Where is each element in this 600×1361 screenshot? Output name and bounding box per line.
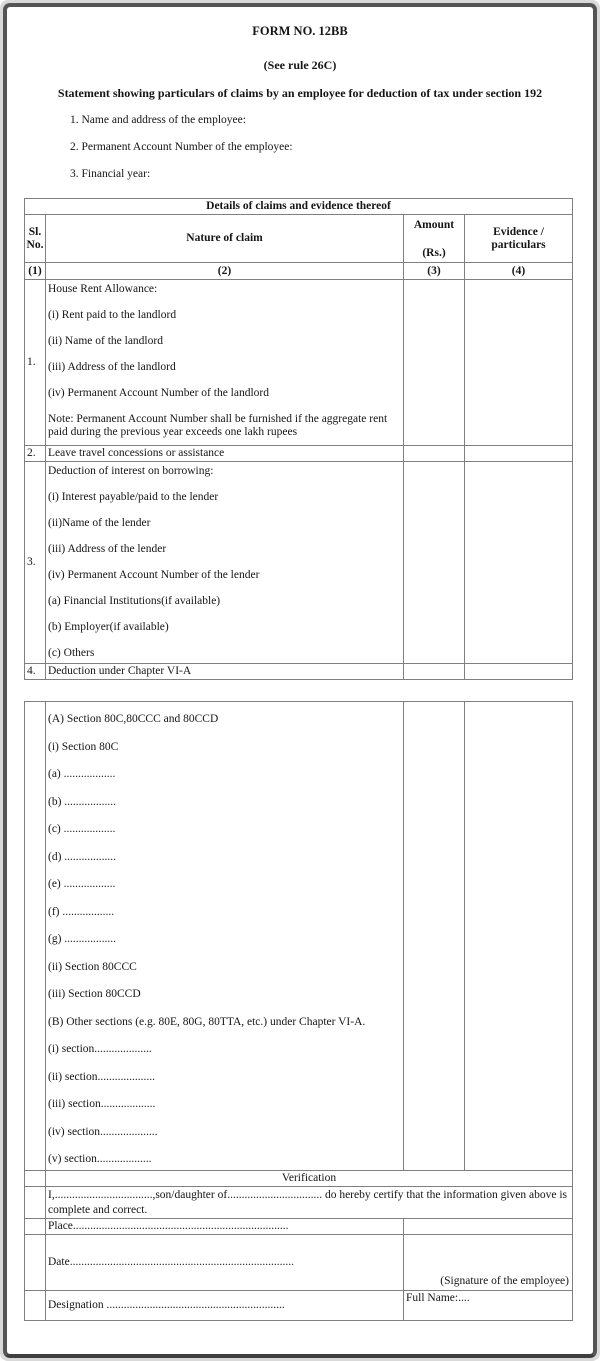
form-title: Statement showing particulars of claims by an employee for deduction of tax under section 192 [57,86,543,100]
claim-line: (ii) section.................... [48,1070,155,1083]
claim-row-hra [25,280,573,446]
claim-line: (a) Financial Institutions(if available) [48,595,221,607]
row-sl-number-empty [25,1219,46,1235]
claim-line: (iii) section................... [48,1098,156,1110]
claim-line: (d) .................. [48,850,117,863]
claim-line: (a) .................. [48,768,116,780]
signature-label: (Signature of the employee) [404,1235,573,1291]
row-sl-number: 2. [25,446,46,462]
intro-section [7,114,593,181]
row-sl-number-empty [25,1187,46,1219]
place-right-cell [404,1219,573,1235]
sl-label-line1: Sl. [28,225,42,238]
amount-cell [404,462,465,664]
sl-label-line2: No. [26,238,44,251]
verification-heading-row [25,1171,573,1187]
pan-line: 2. Permanent Account Number of the employee: [70,141,293,153]
col-num-3: (3) [404,263,465,280]
evidence-cell [465,446,573,462]
claims-table [24,198,573,680]
claim-line: (i) Rent paid to the landlord [48,309,177,321]
claim-line: Deduction of interest on borrowing: [48,465,214,477]
table-header-row [25,215,573,263]
col-num-2: (2) [46,263,404,280]
col-header-evidence [465,215,573,263]
claim-nature-cell [46,702,404,1171]
claim-line: (ii)Name of the lender [48,517,151,529]
claim-nature-cell [46,462,404,664]
column-numbering-row [25,263,573,280]
amount-cell [404,702,465,1171]
claim-line: Note: Permanent Account Number shall be furnished if the aggregate rent paid during the previous year exceeds one lakh rupees [48,413,388,438]
claim-nature-cell: Deduction under Chapter VI-A [46,664,404,680]
form-page [3,3,597,1358]
evidence-cell [465,462,573,664]
claim-line: (B) Other sections (e.g. 80E, 80G, 80TTA, etc.) under Chapter VI-A. [48,1015,366,1028]
full-name-field: Full Name:.... [404,1291,573,1321]
claim-line: (ii) Name of the landlord [48,335,163,347]
col-header-sl-no [25,215,46,263]
claim-line: (c) Others [48,647,95,659]
claim-nature-cell [46,280,404,446]
continuation-table [24,701,573,1321]
claim-line: House Rent Allowance: [48,283,158,295]
amount-unit-label: (Rs.) [422,247,446,259]
claim-line: (b) Employer(if available) [48,621,169,633]
place-field: Place........................................................................... [46,1219,404,1235]
col-num-4: (4) [465,263,573,280]
evidence-cell [465,702,573,1171]
row-sl-number-empty [25,1171,46,1187]
verification-statement: I,..................................,son/daughter of................................. do hereby certify that the information given above is complete and correct. [46,1187,573,1219]
claim-line: (e) .................. [48,878,116,890]
claim-row-ltc [25,446,573,462]
col-num-1: (1) [25,263,46,280]
row-sl-number: 4. [25,664,46,680]
claim-line: (i) Interest payable/paid to the lender [48,491,219,503]
amount-cell [404,446,465,462]
claim-line: (i) Section 80C [48,740,119,753]
row-sl-number-empty [25,1291,46,1321]
evidence-cell [465,280,573,446]
row-sl-number: 1. [25,280,46,446]
amount-label: Amount [413,219,455,231]
date-field: Date.............................................................................. [46,1235,404,1291]
col-header-nature: Nature of claim [46,215,404,263]
verification-statement-row [25,1187,573,1219]
place-row [25,1219,573,1235]
claim-line: (ii) Section 80CCC [48,960,137,973]
row-sl-number-empty [25,702,46,1171]
claim-line: (i) section.................... [48,1043,152,1055]
form-number: FORM NO. 12BB [252,24,348,38]
claim-row-interest [25,462,573,664]
claim-line: (g) .................. [48,933,117,945]
row-sl-number-empty [25,1235,46,1291]
claim-line: (A) Section 80C,80CCC and 80CCD [48,713,219,725]
rule-reference: (See rule 26C) [263,58,337,72]
row-sl-number: 3. [25,462,46,664]
evidence-label-line1: Evidence / [493,225,544,238]
claim-nature-cell: Leave travel concessions or assistance [46,446,404,462]
employee-name-line: 1. Name and address of the employee: [70,114,246,126]
table-caption-row [25,199,573,215]
financial-year-line: 3. Financial year: [70,168,151,180]
table-caption: Details of claims and evidence thereof [25,199,573,215]
claim-row-chapter-via [25,664,573,680]
claim-line: (v) section................... [48,1153,152,1165]
chapter-via-detail-row [25,702,573,1171]
claim-line: (iv) section.................... [48,1125,158,1138]
designation-field: Designation .............................................................. [46,1291,404,1321]
claim-line: (iii) Section 80CCD [48,988,141,1000]
claim-line: (iv) Permanent Account Number of the lender [48,569,260,581]
col-header-amount [404,215,465,263]
evidence-label-line2: particulars [491,238,546,251]
claim-line: (f) .................. [48,905,115,918]
claim-line: (iii) Address of the lender [48,543,167,555]
claim-line: (b) .................. [48,795,117,808]
claim-line: (c) .................. [48,823,116,835]
date-row [25,1235,573,1291]
designation-row [25,1291,573,1321]
amount-cell [404,280,465,446]
evidence-cell [465,664,573,680]
claim-line: (iv) Permanent Account Number of the landlord [48,387,269,399]
verification-heading: Verification [46,1171,573,1187]
claim-line: (iii) Address of the landlord [48,361,176,373]
amount-cell [404,664,465,680]
